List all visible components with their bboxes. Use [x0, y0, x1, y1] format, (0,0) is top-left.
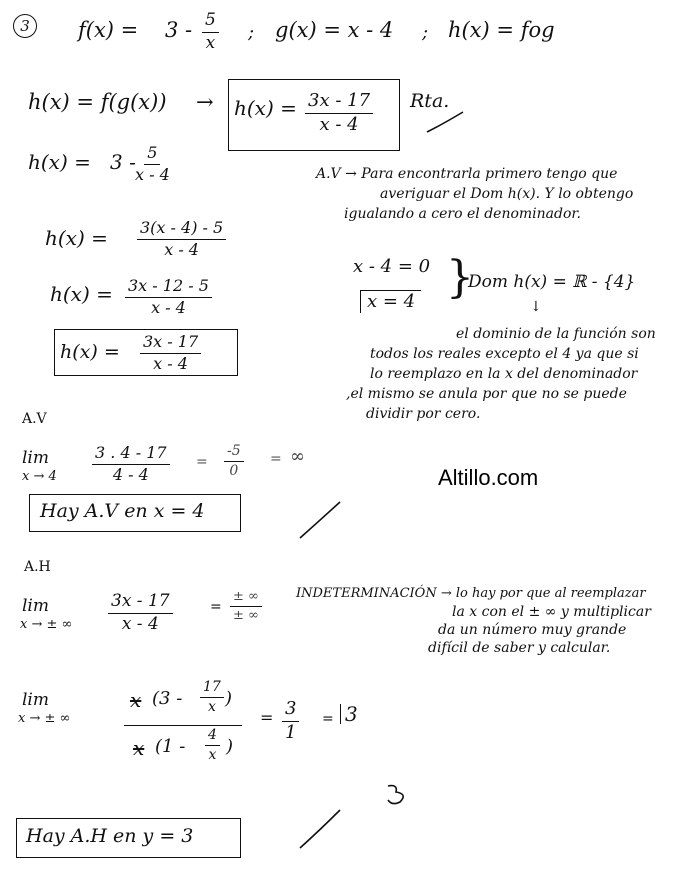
- ah2-lim: lim: [22, 690, 49, 710]
- ah2-equals: =: [260, 708, 274, 727]
- step4-denominator: x - 4: [153, 353, 188, 373]
- f-definition-fraction: [202, 12, 219, 53]
- step3-numerator: 3x - 12 - 5: [125, 278, 212, 298]
- ah2-main-fraction-bar: [124, 725, 242, 726]
- step2-fraction: [137, 220, 226, 259]
- ah2-den-inner-numerator: 4: [205, 728, 220, 746]
- exercise-number: 3: [13, 14, 37, 38]
- ah2-den-close: ): [226, 736, 234, 757]
- step1-const: 3 -: [110, 150, 136, 174]
- ah2-result: 3: [340, 704, 358, 724]
- step1-numerator: 5: [144, 145, 160, 165]
- rta-label: Rta.: [410, 90, 450, 112]
- ah2-num-inner-fraction: [200, 680, 224, 714]
- ah2-den-paren: (1 -: [155, 736, 186, 757]
- ah-lim-sub: x → ± ∞: [20, 617, 73, 632]
- h-definition: h(x) = fog: [448, 18, 555, 42]
- step4-numerator: 3x - 17: [140, 334, 201, 354]
- domain-note-line5: dividir por cero.: [366, 406, 481, 422]
- av-equals-2: =: [270, 451, 282, 467]
- step3-fraction: [125, 278, 212, 317]
- step1-lhs: h(x) =: [28, 150, 91, 174]
- step4-lhs: h(x) =: [60, 341, 120, 363]
- ah-equals: =: [210, 599, 222, 615]
- ah-indeterminate-fraction: [230, 590, 262, 622]
- answer-fraction: [305, 92, 373, 135]
- watermark: Altillo.com: [438, 465, 539, 490]
- ah2-result-numerator: 3: [282, 700, 299, 722]
- av-lim: lim: [22, 448, 49, 468]
- doodle-mark: [384, 782, 414, 808]
- ah-check-stroke: [298, 808, 343, 850]
- av-numerator: 3 . 4 - 17: [92, 445, 170, 465]
- step2-numerator: 3(x - 4) - 5: [137, 220, 226, 240]
- ah-note-line4: difícil de saber y calcular.: [428, 640, 611, 656]
- f-fraction-numerator: 5: [202, 12, 219, 33]
- separator: ;: [248, 22, 255, 43]
- av-check-stroke: [298, 500, 343, 540]
- step3-lhs: h(x) =: [50, 282, 113, 306]
- ah-note-line2: la x con el ± ∞ y multiplicar: [452, 604, 651, 620]
- domain-result: Dom h(x) = ℝ - {4}: [468, 272, 636, 292]
- ah-fraction: [108, 593, 173, 634]
- domain-note-line4: ,el mismo se anula por que no se puede: [346, 386, 627, 402]
- av-denominator: 4 - 4: [112, 464, 149, 484]
- ah2-den-inner-fraction: [205, 728, 220, 762]
- ah2-result-denominator: 1: [285, 721, 297, 743]
- ah-lim: lim: [22, 596, 49, 616]
- ah-conclusion: Hay A.H en y = 3: [26, 825, 194, 847]
- composition-line: h(x) = f(g(x)): [28, 90, 167, 114]
- av-note-line1: A.V → Para encontrarla primero tengo que: [316, 166, 618, 182]
- domain-brace: }: [446, 252, 474, 303]
- av-note-line2: averiguar el Dom h(x). Y lo obtengo: [380, 186, 634, 202]
- g-definition: g(x) = x - 4: [275, 18, 394, 42]
- step1-fraction: [135, 145, 170, 184]
- ah-denominator: x - 4: [121, 613, 159, 634]
- domain-note-line3: lo reemplazo en la x del denominador: [370, 366, 638, 382]
- ah2-result-fraction: [282, 700, 299, 743]
- ah2-den-x: x: [133, 736, 145, 760]
- down-arrow-icon: ↓: [530, 299, 542, 315]
- av-result-numerator: -5: [224, 444, 244, 462]
- av-lim-sub: x → 4: [22, 469, 57, 484]
- ah2-num-inner-denominator: x: [207, 698, 216, 715]
- answer-lhs: h(x) =: [234, 96, 297, 120]
- ah2-num-close: ): [225, 688, 233, 709]
- ah2-num-inner-numerator: 17: [200, 680, 224, 698]
- step2-lhs: h(x) =: [45, 226, 108, 250]
- ah-note-line1: INDETERMINACIÓN → lo hay por que al reemplazar: [296, 586, 646, 601]
- domain-note-line2: todos los reales excepto el 4 ya que si: [370, 346, 639, 362]
- ah-heading: A.H: [24, 559, 51, 575]
- ah2-equals-2: =: [322, 711, 334, 727]
- ah2-num-x: x: [130, 688, 142, 712]
- ah2-num-paren: (3 -: [152, 688, 183, 709]
- step4-fraction: [140, 334, 201, 373]
- f-definition-lhs: f(x) =: [78, 18, 139, 42]
- av-fraction: [92, 445, 170, 484]
- domain-solution: x = 4: [360, 290, 421, 313]
- step2-denominator: x - 4: [164, 239, 199, 259]
- domain-note-line1: el dominio de la función son: [456, 326, 656, 342]
- ah-numerator: 3x - 17: [108, 593, 173, 614]
- checkmark-stroke: [425, 110, 465, 135]
- av-infinity: ∞: [290, 446, 305, 467]
- ah2-lim-sub: x → ± ∞: [18, 711, 71, 726]
- av-conclusion: Hay A.V en x = 4: [40, 500, 205, 522]
- step1-denominator: x - 4: [135, 164, 170, 184]
- av-result-denominator: 0: [229, 462, 239, 479]
- av-note-line3: igualando a cero el denominador.: [344, 206, 581, 222]
- ah-ind-denominator: ± ∞: [233, 607, 259, 623]
- f-definition-const: 3 -: [165, 18, 193, 42]
- ah2-den-inner-denominator: x: [208, 746, 217, 763]
- av-result-fraction: [224, 444, 244, 478]
- separator: ;: [422, 22, 429, 43]
- step3-denominator: x - 4: [151, 297, 186, 317]
- f-fraction-denominator: x: [205, 32, 216, 53]
- av-equals: =: [196, 454, 208, 470]
- av-heading: A.V: [22, 411, 47, 427]
- answer-numerator: 3x - 17: [305, 92, 373, 114]
- arrow: →: [196, 90, 214, 114]
- ah-note-line3: da un número muy grande: [438, 622, 627, 638]
- answer-denominator: x - 4: [319, 113, 359, 135]
- ah-ind-numerator: ± ∞: [230, 590, 262, 607]
- domain-equation: x - 4 = 0: [353, 256, 431, 277]
